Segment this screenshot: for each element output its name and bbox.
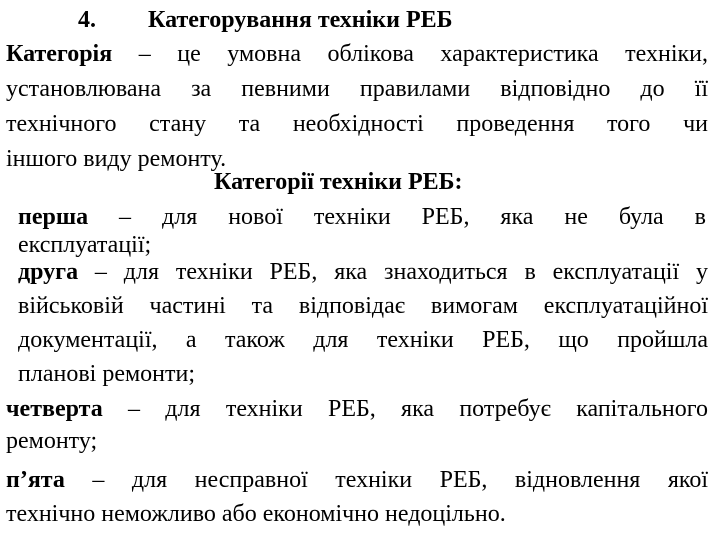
category-second-line-3: документації, а також для техніки РЕБ, що пройшла bbox=[18, 327, 708, 353]
category-fifth-line-2: технічно неможливо або економічно недоцільно. bbox=[6, 501, 506, 527]
heading-number: 4. bbox=[78, 7, 96, 33]
category-second-line-1: друга – для техніки РЕБ, яка знаходиться в експлуатації у bbox=[18, 259, 708, 285]
category-fifth-term: п’ята bbox=[6, 467, 65, 493]
category-first-term: перша bbox=[18, 204, 89, 230]
definition-line-2: установлювана за певними правилами відповідно до її bbox=[6, 76, 708, 102]
category-second-line-4: планові ремонти; bbox=[18, 361, 195, 387]
category-fourth-line-1: четверта – для техніки РЕБ, яка потребує капітального bbox=[6, 396, 708, 422]
category-fifth-line-1: п’ята – для несправної техніки РЕБ, відновлення якої bbox=[6, 467, 708, 493]
definition-line-3: технічного стану та необхідності проведення того чи bbox=[6, 111, 708, 137]
category-second-term: друга bbox=[18, 259, 79, 285]
category-first-line-2: експлуатації; bbox=[18, 232, 152, 258]
category-second-line-2: військовій частині та відповідає вимогам експлуатаційної bbox=[18, 293, 708, 319]
definition-line-4: іншого виду ремонту. bbox=[6, 146, 227, 172]
definition-line-1: Категорія – це умовна облікова характеристика техніки, bbox=[6, 41, 708, 67]
category-fourth-line-2: ремонту; bbox=[6, 428, 98, 454]
category-fourth-term: четверта bbox=[6, 396, 103, 422]
definition-term: Категорія bbox=[6, 41, 113, 67]
heading-title: Категорування техніки РЕБ bbox=[148, 7, 453, 33]
categories-subheading: Категорії техніки РЕБ: bbox=[214, 169, 463, 195]
category-first-line-1: перша – для нової техніки РЕБ, яка не була в bbox=[18, 204, 706, 230]
